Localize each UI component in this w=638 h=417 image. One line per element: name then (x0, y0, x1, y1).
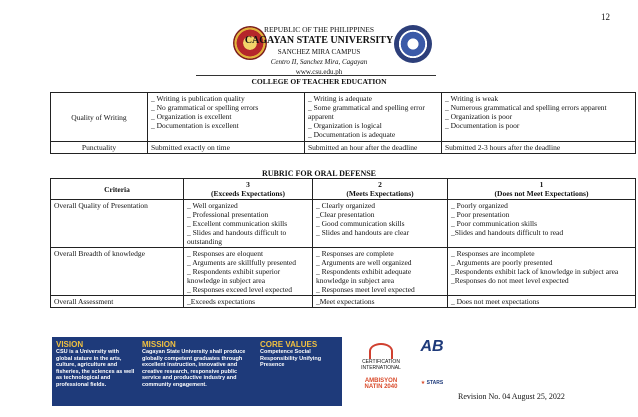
rubric-cell: Submitted exactly on time (148, 142, 305, 154)
criteria-cell: Overall Breadth of knowledge (51, 248, 184, 296)
criteria-cell: Overall Quality of Presentation (51, 200, 184, 248)
rubric-line: _ No grammatical or spelling errors (151, 103, 259, 112)
table-row (51, 142, 636, 154)
criteria-cell: Punctuality (51, 142, 148, 154)
letterhead (0, 25, 638, 77)
page-number: 12 (601, 12, 610, 22)
campus-name: SANCHEZ MIRA CAMPUS (277, 48, 361, 56)
score-number: 2 (378, 180, 382, 189)
rubric-cell: Submitted 2-3 hours after the deadline (442, 142, 636, 154)
rubric-line: _ Poorly organized (451, 201, 508, 210)
table-row (51, 296, 636, 308)
rubric-line: _ Some grammatical and spelling error apparent (308, 103, 425, 121)
rubric-line: _ Slides and handouts difficult to outstanding (187, 228, 287, 246)
mission-block (142, 340, 252, 388)
rubric-line: _ Numerous grammatical and spelling errors apparent (445, 103, 607, 112)
rubric-line: _ Responses are complete (316, 249, 394, 258)
rubric-line: _ Organization is poor (445, 112, 513, 121)
ab-badge (410, 338, 454, 356)
ab-logo-text: AB (420, 338, 444, 355)
rubric-line: _ Arguments are poorly presented (451, 258, 553, 267)
rubric-line: _ Responses exceed level expected (187, 285, 292, 294)
rubric-line: _ Responses are eloquent (187, 249, 264, 258)
oral-defense-title: RUBRIC FOR ORAL DEFENSE (261, 169, 376, 178)
ambisyon-badge (356, 378, 406, 390)
mission-text: Cagayan State University shall produce globally competent graduates through excellent instruction, innovative and creative research, responsive public service and productive industry and community engagement. (142, 349, 246, 388)
rubric-cell (313, 248, 448, 296)
score-label: (Exceeds Expectations) (211, 189, 285, 198)
certification-icon (369, 343, 393, 359)
core-values-text: Competence Social Responsibility Unifying Presence (260, 349, 322, 368)
score-1-header (448, 179, 636, 200)
certification-badge (356, 343, 406, 371)
rubric-cell (184, 200, 313, 248)
revision-note: Revision No. 04 August 25, 2022 (458, 392, 565, 401)
vision-mission-banner (52, 337, 342, 406)
vision-block (56, 340, 136, 388)
rubric-cell: _ Does not meet expectations (448, 296, 636, 308)
rubric-cell: Submitted an hour after the deadline (305, 142, 442, 154)
rubric-line: _ Documentation is adequate (308, 130, 396, 139)
rubric-cell (148, 93, 305, 142)
certification-label: CERTIFICATION INTERNATIONAL (361, 359, 401, 371)
rubric-cell (448, 248, 636, 296)
vision-text: CSU is a University with global stature in the arts, culture, agriculture and fisheries, the sciences as well as technological and professional fields. (56, 349, 135, 388)
criteria-header: Criteria (51, 179, 184, 200)
rubric-line: _ Arguments are well organized (316, 258, 412, 267)
rubric-cell: _Exceeds expectations (184, 296, 313, 308)
rubric-cell (305, 93, 442, 142)
rubric-line: _ Responses are incomplete (451, 249, 535, 258)
campus-address: Centro II, Sanchez Mira, Cagayan (270, 58, 368, 66)
stars-label: STARS (426, 380, 444, 386)
table-row (51, 93, 636, 142)
rubric-line: _ Good communication skills (316, 219, 405, 228)
rubric-line: _ Respondents exhibit superior knowledge in subject area (187, 267, 281, 285)
rubric-cell (184, 248, 313, 296)
vision-title: VISION (56, 340, 84, 349)
rubric-line: _ Writing is publication quality (151, 94, 245, 103)
rubric-line: _ Clearly organized (316, 201, 376, 210)
core-values-title: CORE VALUES (260, 340, 318, 349)
header-row (51, 179, 636, 200)
table-row (51, 200, 636, 248)
rubric-line: _Slides and handouts difficult to read (451, 228, 564, 237)
rubric-line: _ Poor presentation (451, 210, 510, 219)
republic-line: REPUBLIC OF THE PHILIPPINES (263, 25, 375, 34)
rubric-line: _ Documentation is poor (445, 121, 520, 130)
rubric-line: _ Responses meet level expected (316, 285, 415, 294)
score-number: 3 (246, 180, 250, 189)
rubric-line: _Clear presentation (316, 210, 375, 219)
mission-title: MISSION (142, 340, 176, 349)
rubric-line: _ Well organized (187, 201, 238, 210)
criteria-cell: Quality of Writing (51, 93, 148, 142)
score-3-header (184, 179, 313, 200)
university-website: www.csu.edu.ph (295, 68, 343, 76)
rubric-cell: _Meet expectations (313, 296, 448, 308)
score-label: (Does not Meet Expectations) (494, 189, 589, 198)
score-label: (Meets Expectations) (346, 189, 414, 198)
star-icon: ★ (420, 380, 426, 386)
rubric-cell (448, 200, 636, 248)
table-row (51, 248, 636, 296)
university-name: CAGAYAN STATE UNIVERSITY (244, 35, 394, 46)
header-divider (196, 75, 436, 76)
rubric-cell (442, 93, 636, 142)
rubric-line: _ Professional presentation (187, 210, 269, 219)
writing-rubric-table (50, 92, 636, 154)
rubric-cell (313, 200, 448, 248)
score-number: 1 (539, 180, 544, 189)
criteria-cell: Overall Assessment (51, 296, 184, 308)
rubric-line: _ Excellent communication skills (187, 219, 288, 228)
score-2-header (313, 179, 448, 200)
ambisyon-label: AMBISYON NATIN 2040 (364, 378, 398, 390)
rubric-line: _ Documentation is excellent (151, 121, 239, 130)
rubric-line: _Respondents exhibit lack of knowledge in subject area (451, 267, 619, 276)
college-name: COLLEGE OF TEACHER EDUCATION (251, 77, 387, 86)
rubric-line: _ Respondents exhibit adequate knowledge in subject area (316, 267, 412, 285)
rubric-line: _ Organization is excellent (151, 112, 232, 121)
rubric-line: _ Arguments are skillfully presented (187, 258, 297, 267)
core-values-block (260, 340, 340, 369)
rubric-line: _Responses do not meet level expected (451, 276, 569, 285)
rubric-line: _ Writing is adequate (308, 94, 372, 103)
rubric-line: _ Poor communication skills (451, 219, 538, 228)
oral-defense-table (50, 178, 636, 308)
rubric-line: _ Organization is logical (308, 121, 382, 130)
rubric-line: _ Writing is weak (445, 94, 499, 103)
stars-badge (412, 380, 452, 386)
rubric-line: _ Slides and handouts are clear (316, 228, 410, 237)
